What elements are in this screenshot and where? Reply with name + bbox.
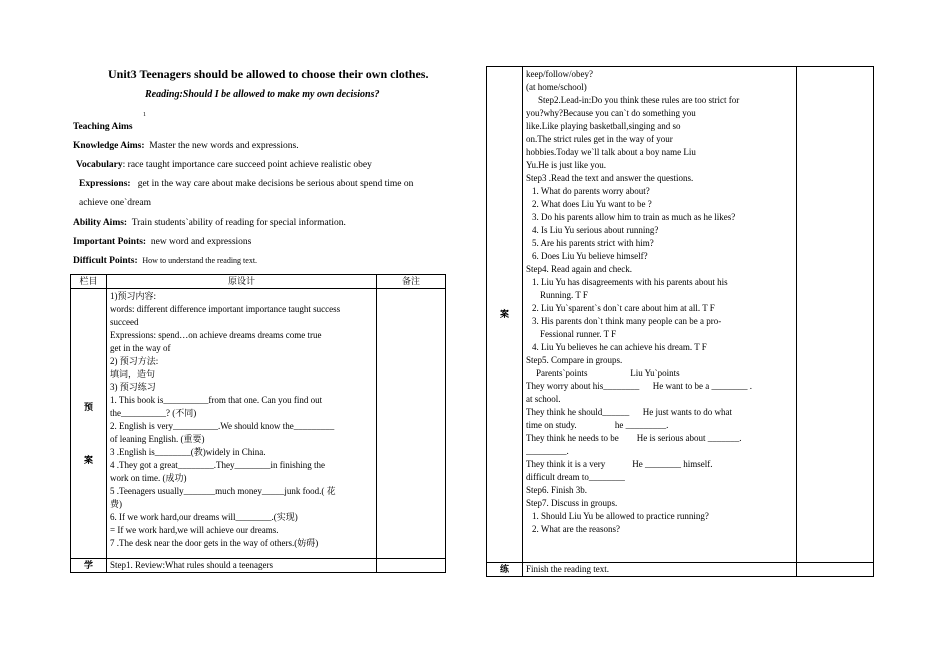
row-label-study: 学 [71,559,107,573]
lesson-plan-table-right [486,66,874,577]
ability-aims: Ability Aims: Train students`ability of reading for special information. [73,218,346,228]
vocabulary: Vocabulary: race taught importance care succeed point achieve realistic obey [76,160,372,170]
text-line: 7 .The desk near the door gets in the way of others.(妨碍) [110,538,319,548]
text-line: get in the way of [110,343,171,353]
document-title: Unit3 Teenagers should be allowed to choose their own clothes. [108,67,429,81]
expressions-cont: achieve one`dream [79,198,151,208]
text-line: 3 .English is________(教)widely in China. [110,447,266,457]
text-line: 2. English is very__________.We should know the_________ [110,421,335,431]
text-line: succeed [110,317,139,327]
text-line: 3. Do his parents allow him to train as much as he likes? [532,212,736,222]
text-line: you?why?Because you can`t do something you [526,108,696,118]
page-mark: 1 [143,112,146,118]
text-line: 4 .They got a great________.They________in finishing the [110,460,325,470]
text-line: 3) 预习练习 [110,382,156,392]
difficult-points: Difficult Points: How to understand the reading text. [73,256,258,266]
notes-cell [797,563,874,577]
header-column: 栏目 [71,275,107,289]
text-line: 1. Should Liu Yu be allowed to practice running? [532,511,709,521]
text-line: 2. What are the reasons? [532,524,621,534]
header-design: 原设计 [107,275,377,289]
text-line: 填词，造句 [110,369,156,379]
text-line: = If we work hard,we will achieve our dreams. [110,525,279,535]
text-line: Step3 .Read the text and answer the questions. [526,173,694,183]
study-content: Step1. Review:What rules should a teenagers [107,559,377,573]
text-line: 5. Are his parents strict with him? [532,238,654,248]
text-line: the__________? (不同) [110,408,197,418]
row-label-practice: 练 [487,563,523,577]
text-line: of leaning English. (重要) [110,434,205,444]
text-line: Running. T F [540,290,588,300]
text-line: on.The strict rules get in the way of your [526,134,673,144]
practice-content: Finish the reading text. [523,563,797,577]
text-line: at school. [526,394,561,404]
document-subtitle: Reading:Should I be allowed to make my own decisions? [145,89,380,100]
row-label-plan: 案 [487,67,523,563]
notes-cell [797,67,874,563]
text-line: 6. Does Liu Yu believe himself? [532,251,648,261]
notes-cell [377,559,446,573]
knowledge-aims: Knowledge Aims: Master the new words and expressions. [73,141,299,151]
notes-cell [377,289,446,559]
text-line: keep/follow/obey? [526,69,593,79]
text-line: words: different difference important importance taught success [110,304,341,314]
text-line: difficult dream to________ [526,472,625,482]
text-line: 4. Is Liu Yu serious about running? [532,225,659,235]
text-line: They worry about his________ He want to be a ________ . [526,381,752,391]
lesson-plan-table-left [70,274,446,573]
text-line: time on study. he _________. [526,420,669,430]
text-line: Step4. Read again and check. [526,264,632,274]
text-line: 4. Liu Yu believes he can achieve his dream. T F [532,342,707,352]
text-line: Parents`points Liu Yu`points [536,368,680,378]
row-label-preview: 预 案 [71,289,107,559]
text-line: 1. What do parents worry about? [532,186,650,196]
text-line: hobbies.Today we`ll talk about a boy name Liu [526,147,696,157]
text-line: 1)预习内容: [110,291,156,301]
text-line: 1. Liu Yu has disagreements with his parents about his [532,277,728,287]
text-line: like.Like playing basketball,singing and so [526,121,681,131]
text-line: Step5. Compare in groups. [526,355,623,365]
text-line: 2. Liu Yu`sparent`s don`t care about him at all. T F [532,303,715,313]
text-line: 费) [110,499,122,509]
teaching-aims-heading: Teaching Aims [73,122,133,132]
plan-content [523,67,797,563]
text-line: Fessional runner. T F [540,329,617,339]
text-line: They think he should______ He just wants to do what [526,407,732,417]
text-line: They think he needs to be He is serious about _______. [526,433,742,443]
text-line: 2. What does Liu Yu want to be ? [532,199,652,209]
text-line: work on time. (成功) [110,473,187,483]
important-points: Important Points: new word and expressions [73,237,252,247]
text-line: (at home/school) [526,82,587,92]
text-line: 2) 预习方法: [110,356,159,366]
expressions: Expressions: get in the way care about make decisions be serious about spend time on [79,179,414,189]
text-line: Expressions: spend…on achieve dreams dreams come true [110,330,322,340]
text-line: 1. This book is__________from that one. Can you find out [110,395,323,405]
text-line: Step2.Lead-in:Do you think these rules are too strict for [538,95,740,105]
text-line: They think it is a very He ________ himself. [526,459,713,469]
text-line: _________. [526,446,569,456]
text-line: Yu.He is just like you. [526,160,606,170]
text-line: Step6. Finish 3b. [526,485,588,495]
text-line: 5 .Teenagers usually_______much money_____junk food.( 花 [110,486,336,496]
text-line: Step7. Discuss in groups. [526,498,618,508]
preview-content [107,289,377,559]
header-notes: 备注 [377,275,446,289]
text-line: 3. His parents don`t think many people can be a pro- [532,316,722,326]
text-line: 6. If we work hard,our dreams will________.(实现) [110,512,298,522]
